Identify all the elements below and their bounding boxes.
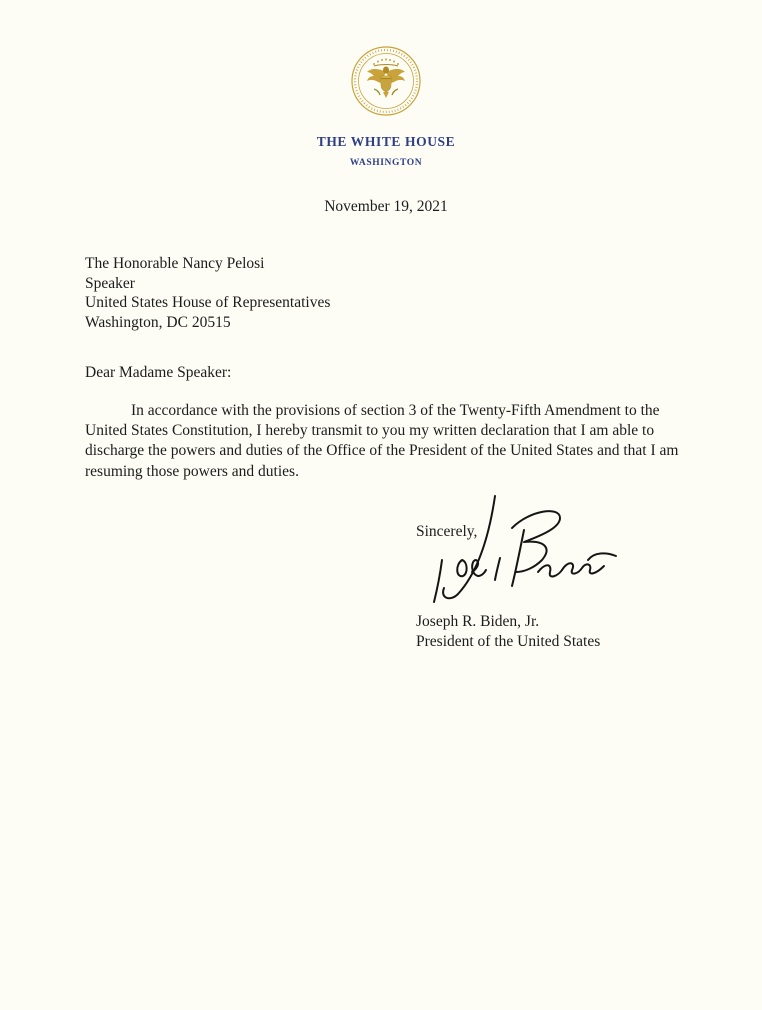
recipient-line: Speaker <box>85 274 135 292</box>
recipient-address <box>85 254 330 332</box>
closing: Sincerely, <box>416 523 478 540</box>
letterhead-subtitle: WASHINGTON <box>349 158 423 168</box>
signer-title: President of the United States <box>416 632 601 650</box>
body-line: In accordance with the provisions of section 3 of the Twenty-Fifth Amendment to the <box>131 402 660 419</box>
letterhead-title: THE WHITE HOUSE <box>316 134 456 149</box>
salutation: Dear Madame Speaker: <box>85 364 232 381</box>
signer-name: Joseph R. Biden, Jr. <box>416 613 540 630</box>
letter-date: November 19, 2021 <box>324 198 448 215</box>
recipient-line: The Honorable Nancy Pelosi <box>85 255 265 272</box>
body-line: United States Constitution, I hereby transmit to you my written declaration that I am able to <box>85 422 655 440</box>
recipient-line: Washington, DC 20515 <box>85 313 231 331</box>
body-line: resuming those powers and duties. <box>85 462 299 480</box>
presidential-seal-icon <box>350 45 422 117</box>
body-line: discharge the powers and duties of the Office of the President of the United States and that I am <box>85 442 679 460</box>
recipient-line: United States House of Representatives <box>85 294 331 311</box>
letter-body <box>85 401 695 482</box>
signer-block <box>416 612 600 651</box>
